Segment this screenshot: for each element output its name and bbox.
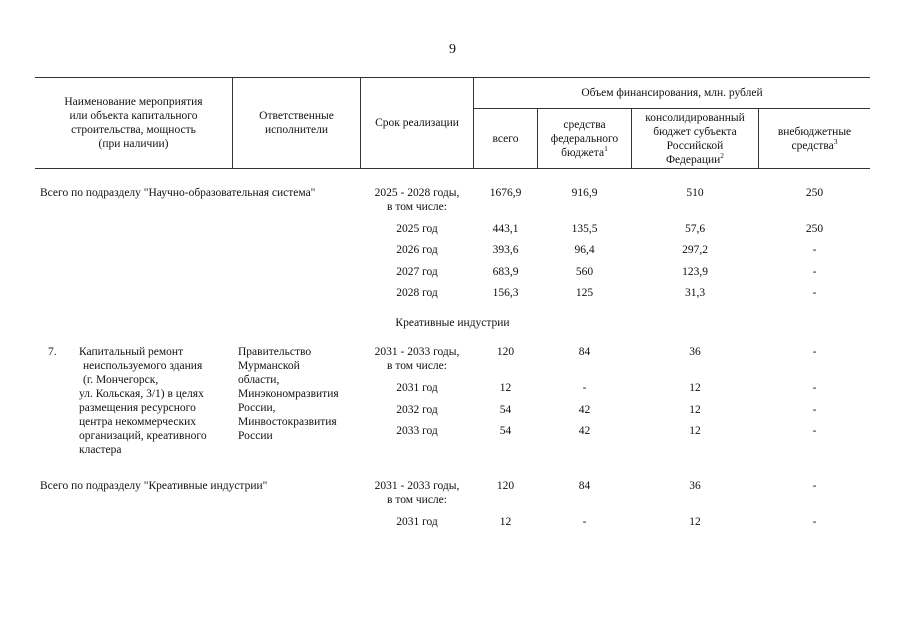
item-name-line: Капитальный ремонт: [79, 346, 184, 358]
row-period: 2031 год: [396, 516, 438, 528]
header-financing-text: Объем финансирования, млн. рублей: [581, 87, 763, 99]
item-name-line: ул. Кольская, 3/1) в целях: [79, 388, 204, 400]
header-name-line: Наименование мероприятия: [64, 96, 203, 108]
footnote-marker: 2: [720, 150, 725, 160]
row-period: [361, 186, 473, 214]
cell-extra: -: [812, 516, 817, 528]
item-name-line: кластера: [79, 444, 122, 456]
period-line: 2031 - 2033 годы,: [374, 480, 460, 492]
header-regional-line: Российской: [666, 139, 724, 152]
executor-line: Минвостокразвития: [238, 416, 337, 428]
page-number: 9: [449, 42, 456, 57]
cell-regional: 12: [689, 404, 701, 416]
header-executors-line: Ответственные: [259, 110, 334, 122]
row-period: [361, 345, 473, 373]
header-name-line: строительства, мощность: [71, 124, 196, 136]
header-extra-line: средства: [791, 139, 834, 152]
item-name-line: размещения ресурсного: [79, 402, 196, 414]
header-period-text: Срок реализации: [375, 117, 459, 129]
cell-regional: 57,6: [684, 223, 706, 235]
item-executors: [238, 345, 360, 443]
header-name-line: или объекта капитального: [69, 110, 198, 122]
executor-line: Минэкономразвития: [238, 388, 339, 400]
period-line: в том числе:: [387, 360, 447, 372]
cell-total: 12: [499, 516, 512, 528]
cell-federal: 84: [578, 346, 591, 358]
cell-federal: -: [582, 516, 587, 528]
period-line: 2031 - 2033 годы,: [374, 346, 460, 358]
row-period: 2033 год: [396, 425, 438, 437]
header-total-text: всего: [492, 132, 519, 145]
cell-total: 1676,9: [489, 187, 522, 199]
item-name-line: неиспользуемого здания: [83, 360, 203, 372]
period-line: в том числе:: [387, 201, 447, 213]
row-period: 2025 год: [396, 223, 438, 235]
cell-regional: 12: [689, 425, 701, 437]
cell-federal: -: [582, 382, 587, 394]
section1-total-label: Всего по подразделу "Научно-образовательная система": [40, 187, 316, 199]
cell-extra: -: [812, 346, 817, 358]
header-executors-line: исполнители: [264, 124, 329, 136]
cell-federal: 96,4: [574, 244, 595, 256]
cell-total: 12: [499, 382, 512, 394]
executor-line: Правительство: [238, 346, 312, 358]
section2-total-label: Всего по подразделу "Креативные индустрии": [40, 480, 268, 492]
header-federal-cell: [538, 109, 631, 168]
cell-extra: -: [812, 287, 817, 299]
cell-total: 156,3: [492, 287, 519, 299]
cell-total: 443,1: [492, 223, 519, 235]
cell-federal: 135,5: [571, 223, 598, 235]
header-federal-line: средства: [563, 118, 606, 131]
item-name-line: (г. Мончегорск,: [83, 374, 159, 386]
row-period: 2032 год: [396, 404, 438, 416]
item-number: 7.: [48, 346, 57, 358]
cell-extra: -: [812, 404, 817, 416]
cell-extra: 250: [805, 187, 824, 199]
footnote-marker: 3: [833, 136, 838, 146]
header-federal-line: федерального: [550, 132, 619, 145]
cell-extra: -: [812, 244, 817, 256]
cell-regional: 36: [689, 480, 701, 492]
header-bottom-border: [35, 168, 870, 169]
header-extra-cell: [759, 109, 870, 168]
row-period: [361, 479, 473, 507]
cell-extra: 250: [805, 223, 824, 235]
period-line: 2025 - 2028 годы,: [374, 187, 460, 199]
cell-federal: 84: [578, 480, 591, 492]
executor-line: России,: [238, 402, 276, 414]
footnote-marker: 1: [604, 143, 608, 153]
cell-federal: 42: [578, 404, 591, 416]
cell-regional: 12: [689, 382, 701, 394]
row-period: 2026 год: [396, 244, 438, 256]
cell-regional: 510: [686, 187, 704, 199]
cell-federal: 560: [575, 266, 594, 278]
header-financing-group: [474, 78, 870, 108]
cell-total: 683,9: [492, 266, 519, 278]
cell-federal: 125: [575, 287, 594, 299]
cell-extra: -: [812, 382, 817, 394]
header-name-line: (при наличии): [98, 138, 169, 150]
header-regional-line: бюджет субъекта: [653, 125, 737, 138]
cell-total: 120: [496, 346, 515, 358]
cell-extra: -: [812, 266, 817, 278]
period-line: в том числе:: [387, 494, 447, 506]
cell-federal: 916,9: [571, 187, 598, 199]
header-federal-line: бюджета: [561, 146, 605, 159]
item-name-line: организаций, креативного: [79, 430, 207, 442]
cell-total: 54: [499, 404, 512, 416]
cell-total: 120: [496, 480, 515, 492]
cell-regional: 297,2: [682, 244, 708, 256]
executor-line: Мурманской: [238, 360, 300, 372]
item-name: [79, 345, 234, 457]
cell-total: 393,6: [492, 244, 519, 256]
header-regional-line: консолидированный: [645, 111, 745, 124]
header-regional-cell: [632, 109, 758, 168]
header-name-cell: [35, 78, 232, 168]
row-period: 2027 год: [396, 266, 438, 278]
cell-total: 54: [499, 425, 512, 437]
cell-regional: 36: [689, 346, 701, 358]
header-extra-line: внебюджетные: [777, 125, 852, 138]
header-period-cell: [361, 78, 473, 168]
cell-regional: 12: [689, 516, 701, 528]
cell-extra: -: [812, 480, 817, 492]
header-total-cell: [474, 109, 537, 168]
cell-regional: 123,9: [682, 266, 708, 278]
section2-title: Креативные индустрии: [395, 317, 510, 329]
header-regional-line: Федерации: [665, 153, 721, 166]
executor-line: области,: [238, 374, 280, 386]
item-name-line: центра некоммерческих: [79, 416, 196, 428]
cell-regional: 31,3: [684, 287, 706, 299]
cell-federal: 42: [578, 425, 591, 437]
cell-extra: -: [812, 425, 817, 437]
row-period: 2028 год: [396, 287, 438, 299]
row-period: 2031 год: [396, 382, 438, 394]
header-executors-cell: [233, 78, 360, 168]
executor-line: России: [238, 430, 273, 442]
